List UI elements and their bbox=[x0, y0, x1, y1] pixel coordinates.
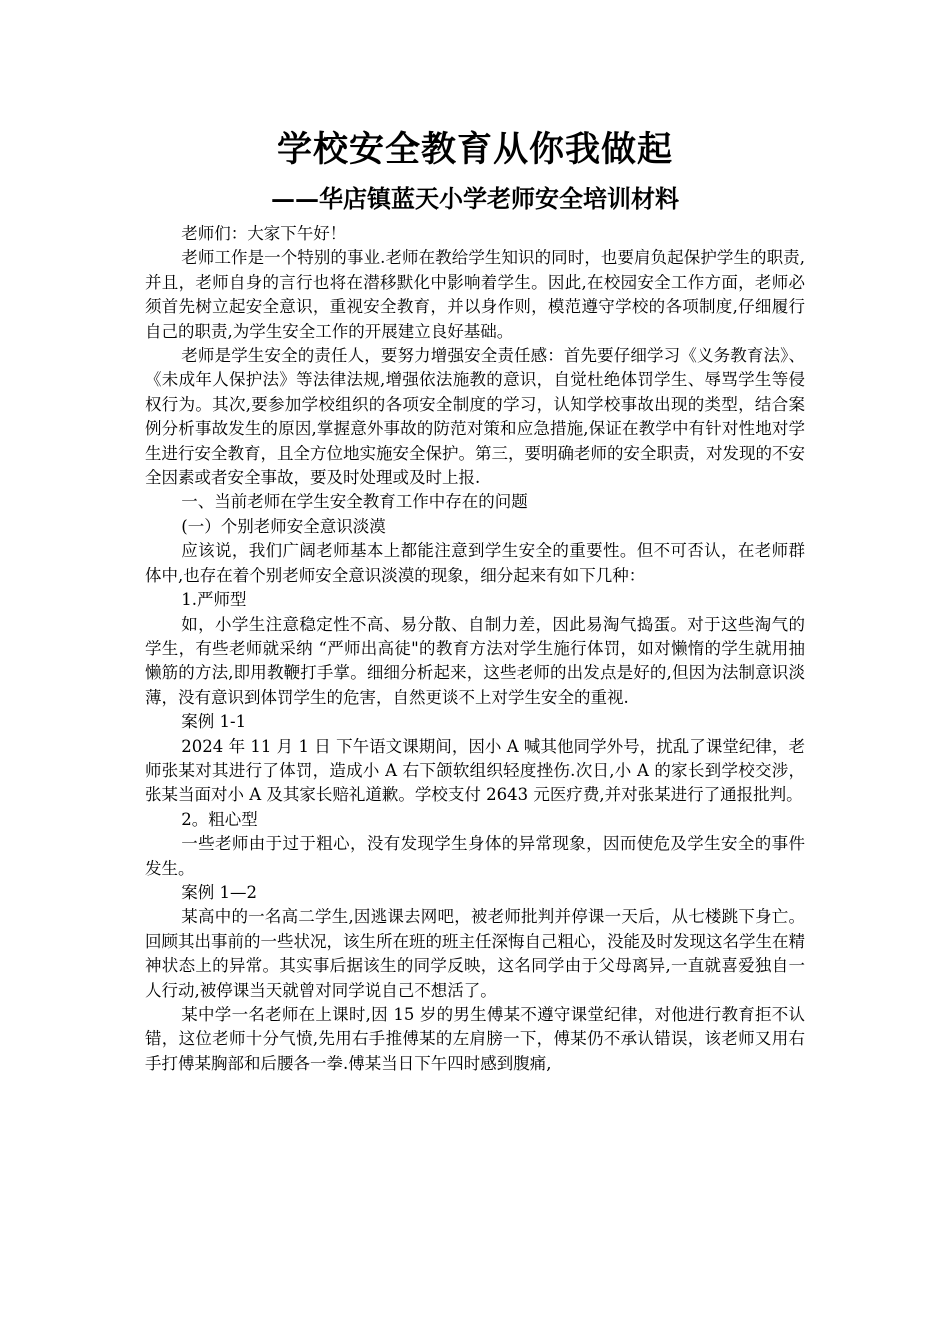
responsibility-paragraph: 老师是学生安全的责任人，要努力增强安全责任感：首先要仔细学习《义务教育法》、《未成年人保护法》等法律法规,增强依法施教的意识，自觉杜绝体罚学生、辱骂学生等侵权行为。其次,要参加学校组织的各项安全制度的学习，认知学校事故出现的类型，结合案例分析事故发生的原因,掌握意外事故的防范对策和应急措施,保证在教学中有针对性地对学生进行安全教育，且全方位地实施安全保护。第三，要明确老师的安全职责，对发现的不安全因素或者安全事故，要及时处理或及时上报. bbox=[145, 346, 805, 488]
document-subtitle: ——华店镇蓝天小学老师安全培训材料 bbox=[271, 184, 679, 213]
case-paragraph: 2024 年 11 月 1 日 下午语文课期间，因小 A 喊其他同学外号，扰乱了课堂纪律，老师张某对其进行了体罚，造成小 A 右下颌软组织轻度挫伤.次日,小 A 的家长到学校交涉，张某当面对小 A 及其家长赔礼道歉。学校支付 2643 元医疗费,并对张某进行了通报批判。 bbox=[145, 736, 805, 805]
document-title: 学校安全教育从你我做起 bbox=[276, 129, 673, 170]
type-heading-strict: 1.严师型 bbox=[181, 590, 247, 610]
section-heading: 一、当前老师在学生安全教育工作中存在的问题 bbox=[181, 492, 528, 512]
case-paragraph: 某高中的一名高二学生,因逃课去网吧，被老师批判并停课一天后，从七楼跳下身亡。回顾其出事前的一些状况，该生所在班的班主任深悔自己粗心，没能及时发现这名学生在精神状态上的异常。其实事后据该生的同学反映，这名同学由于父母离异,一直就喜爱独自一人行动,被停课当天就曾对同学说自己不想活了。 bbox=[145, 907, 805, 1000]
subsection-heading: (一）个别老师安全意识淡漠 bbox=[181, 516, 386, 536]
body-paragraph: 一些老师由于过于粗心，没有发现学生身体的异常现象，因而使危及学生安全的事件发生。 bbox=[145, 834, 805, 878]
greeting-paragraph: 老师们：大家下午好！ bbox=[181, 224, 347, 243]
type-heading-careless: 2。粗心型 bbox=[181, 809, 258, 829]
intro-paragraph: 老师工作是一个特别的事业.老师在教给学生知识的同时，也要肩负起保护学生的职责,并且，老师自身的言行也将在潜移默化中影响着学生。因此,在校园安全工作方面，老师必须首先树立起安全意识，重视安全教育，并以身作则，模范遵守学校的各项制度,仔细履行自己的职责,为学生安全工作的开展建立良好基础。 bbox=[145, 248, 805, 341]
body-paragraph: 如，小学生注意稳定性不高、易分散、自制力差，因此易淘气捣蛋。对于这些淘气的学生，有些老师就采纳 “严师出高徒"的教育方法对学生施行体罚，如对懒惰的学生就用抽懒筋的方法,即用教鞭打手掌。细细分析起来，这些老师的出发点是好的,但因为法制意识淡薄，没有意识到体罚学生的危害，自然更谈不上对学生安全的重视. bbox=[145, 614, 805, 707]
document-page bbox=[145, 126, 805, 1076]
case-label: 案例 1—2 bbox=[181, 882, 258, 902]
body-paragraph: 应该说，我们广阔老师基本上都能注意到学生安全的重要性。但不可否认，在老师群体中,也存在着个别老师安全意识淡漠的现象，细分起来有如下几种： bbox=[145, 541, 805, 585]
case-paragraph: 某中学一名老师在上课时,因 15 岁的男生傅某不遵守课堂纪律，对他进行教育拒不认错，这位老师十分气愤,先用右手推傅某的左肩膀一下，傅某仍不承认错误，该老师又用右手打傅某胸部和后腰各一拳.傅某当日下午四时感到腹痛, bbox=[145, 1005, 805, 1073]
case-label: 案例 1-1 bbox=[181, 712, 247, 732]
document-body bbox=[145, 222, 805, 1076]
